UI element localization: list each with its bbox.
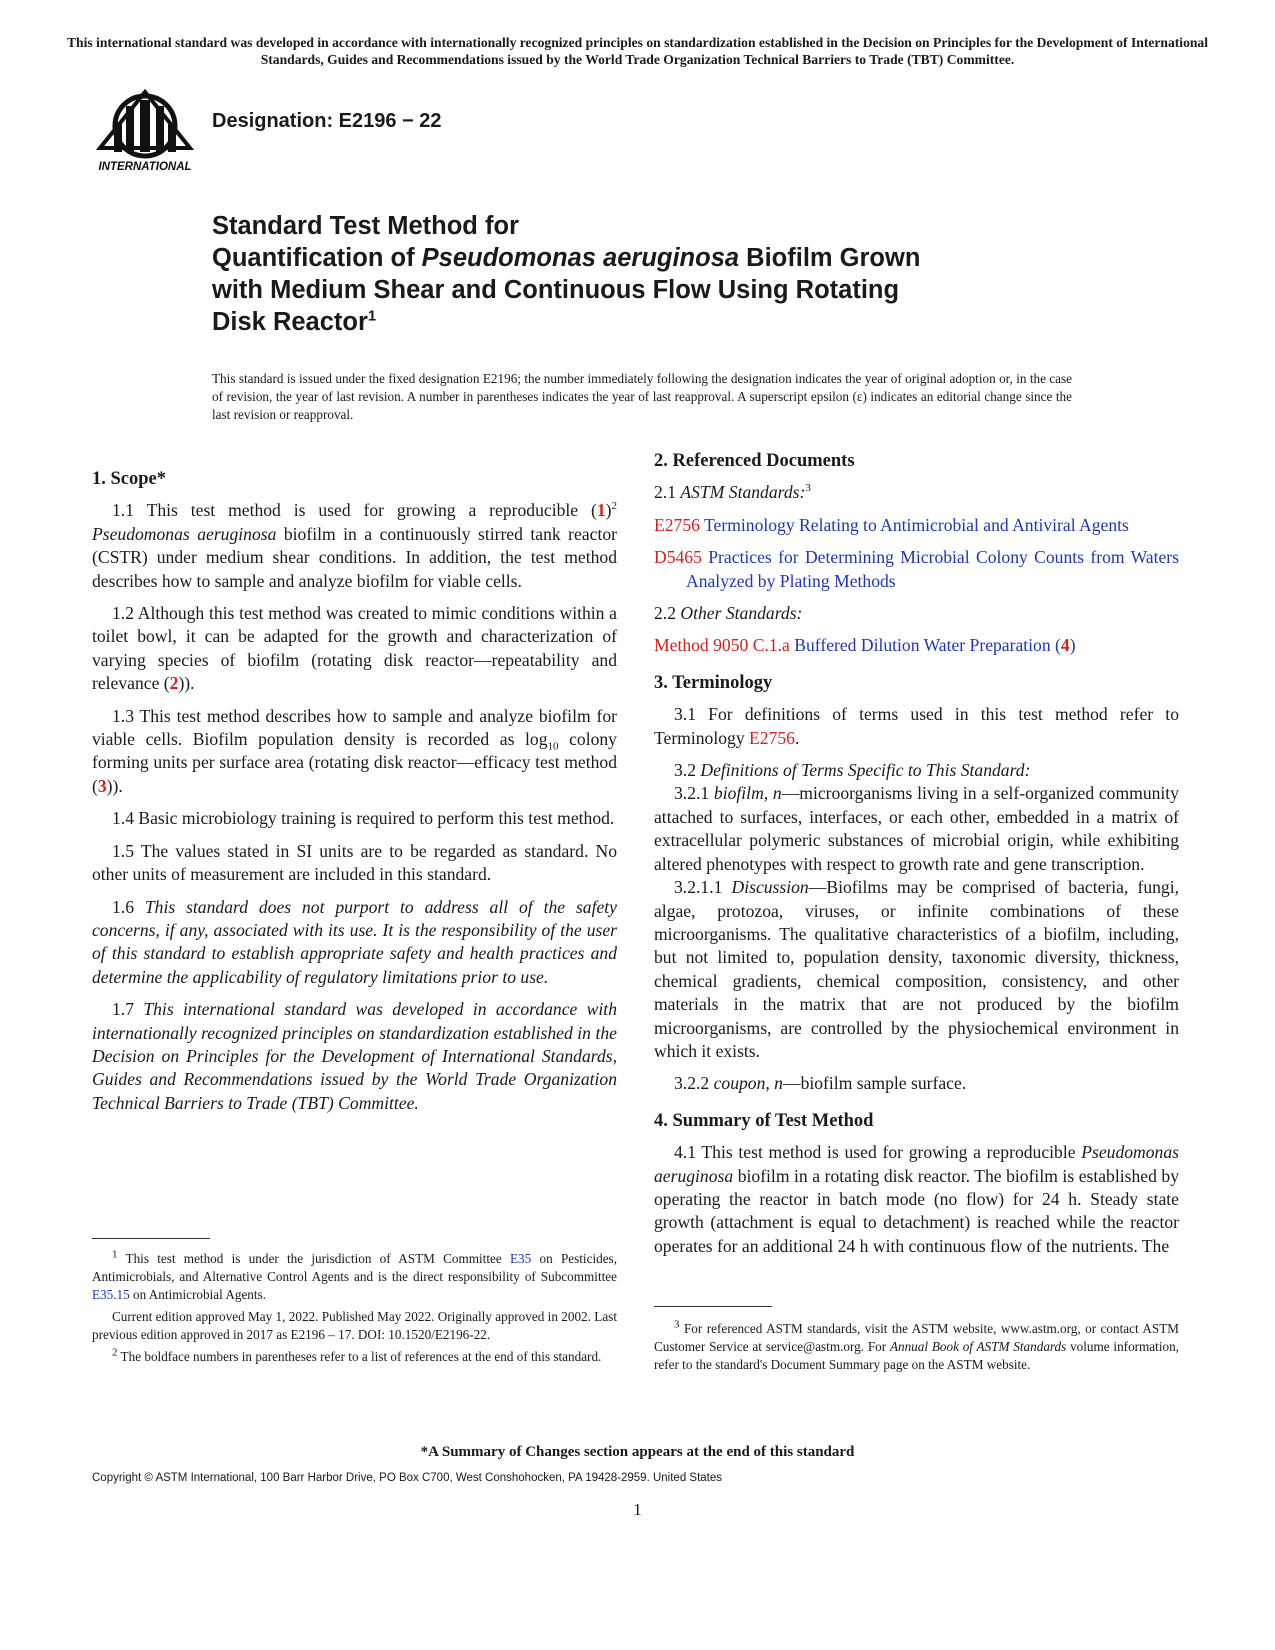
footnote-1: $^1$ This test method is under the jurisdiction of ASTM Committee E35 on Pesticides, Antimicrobials, and Alternative Control Agents and is the direct responsibility of Subcommittee E35.15 on Antimicrobial Agents. <box>92 1248 617 1302</box>
logo-text: INTERNATIONAL <box>98 161 192 173</box>
para-3-2-1-1: 3.2.1.1 Discussion—Biofilms may be comprised of bacteria, fungi, algae, protozoa, viruses, or infinite combinations of these microorganisms. The qualitative characteristics of a biofilm, including, but not limited to, population density, taxonomic diversity, thickness, chemical gradients, chemical composition, consistency, and other materials in the matrix that are not produced by the biofilm microorganisms, are controlled by the physiochemical environment in which it exists. <box>654 877 1180 1061</box>
ref-link-2[interactable]: 2 <box>169 673 179 694</box>
footnote-rule-left <box>92 1238 210 1239</box>
footnotes-left <box>92 1250 617 1370</box>
para-1-3: 1.3 This test method describes how to sample and analyze biofilm for viable cells. Biofilm population density is recorded as $\log_{10}$ colony forming units per surface area (rotating disk reactor—efficacy test method (3)). <box>92 705 617 796</box>
title-line-4: Disk Reactor$^1$ <box>212 307 377 336</box>
title-line-1: Standard Test Method for <box>212 212 519 240</box>
footnote-rule-right <box>654 1306 772 1307</box>
footnote-1-edition: Current edition approved May 1, 2022. Published May 2022. Originally approved in 2002. Last previous edition approved in 2017 as E2196 – 17. DOI: 10.1520/E2196-22. <box>92 1309 617 1342</box>
copyright: Copyright © ASTM International, 100 Barr Harbor Drive, PO Box C700, West Conshohocken, PA 19428-2959. United States <box>92 1472 723 1484</box>
para-4-1: 4.1 This test method is used for growing a reproducible Pseudomonas aeruginosa biofilm in a rotating disk reactor. The biofilm is established by operating the reactor in batch mode (no flow) for 24 h. Steady state growth (attachment is equal to detachment) is reached while the reactor operates for an additional 24 h with continuous flow of the nutrients. The <box>654 1142 1179 1256</box>
referenced-documents-heading: 2. Referenced Documents <box>654 451 855 471</box>
footnote-3: $^3$ For referenced ASTM standards, visit the ASTM website, www.astm.org, or contact ASTM Customer Service at service@astm.org. For Annual Book of ASTM Standards volume information, refer to the standard's Document Summary page on the ASTM website. <box>654 1318 1179 1372</box>
para-1-6: 1.6 This standard does not purport to address all of the safety concerns, if any, associated with its use. It is the responsibility of the user of this standard to establish appropriate safety and health practices and determine the applicability of regulatory limitations prior to use. <box>92 896 617 987</box>
ref-e2756[interactable]: E2756 Terminology Relating to Antimicrobial and Antiviral Agents <box>654 514 1129 535</box>
footnote-2: $^2$ The boldface numbers in parentheses refer to a list of references at the end of this standard. <box>112 1346 602 1364</box>
ref-method-9050[interactable]: Method 9050 C.1.a Buffered Dilution Water Preparation (4) <box>654 635 1076 656</box>
para-1-1: 1.1 This test method is used for growing a reproducible $(1)^2$ Pseudomonas aeruginosa biofilm in a continuously stirred tank reactor (CSTR) under medium shear conditions. In addition, the test method describes how to sample and analyze biofilm for viable cells. <box>92 500 617 591</box>
para-1-2: 1.2 Although this test method was created to mimic conditions within a toilet bowl, it can be adapted for the growth and characterization of varying species of biofilm (rotating disk reactor—repeatability and relevance (2)). <box>92 603 617 694</box>
page-number: 1 <box>633 1500 642 1519</box>
ref-link-3[interactable]: 3 <box>97 775 107 796</box>
designation: Designation: E2196 − 22 <box>212 110 442 132</box>
other-standards-label: 2.2 Other Standards: <box>654 603 803 624</box>
title-line-2: Quantification of Pseudomonas aeruginosa Biofilm Grown <box>212 244 921 272</box>
e2756-link[interactable]: E2756 <box>749 727 795 748</box>
wto-notice: This international standard was developed in accordance with internationally recognized principles on standardization established in the Decision on Principles for the Development of International Standards, Guides and Recommendations issued by the World Trade Organization Technical Barriers to Trade (TBT) Committee. <box>66 35 1209 67</box>
para-3-2: 3.2 Definitions of Terms Specific to This Standard: <box>674 760 1031 781</box>
para-1-4: 1.4 Basic microbiology training is required to perform this test method. <box>112 808 615 829</box>
right-column <box>654 450 1179 1267</box>
left-column <box>92 468 617 1124</box>
committee-link[interactable]: E35 <box>509 1251 532 1266</box>
para-3-2-2: 3.2.2 coupon, n—biofilm sample surface. <box>674 1073 967 1094</box>
scope-heading: 1. Scope* <box>92 469 166 489</box>
astm-logo <box>92 88 198 176</box>
ref-link-1[interactable]: 1 <box>596 500 606 521</box>
issued-note: This standard is issued under the fixed designation E2196; the number immediately following the designation indicates the year of original adoption or, in the case of revision, the year of last revision. A number in parentheses indicates the year of last reapproval. A superscript epsilon (ε) indicates an editorial change since the last revision or reapproval. <box>212 371 1072 422</box>
terminology-heading: 3. Terminology <box>654 672 773 693</box>
para-1-5: 1.5 The values stated in SI units are to be regarded as standard. No other units of measurement are included in this standard. <box>92 840 617 885</box>
para-3-1: 3.1 For definitions of terms used in this test method refer to Terminology E2756. <box>654 704 1179 748</box>
astm-standards-label: 2.1 ASTM Standards:$^3$ <box>654 482 811 503</box>
summary-heading: 4. Summary of Test Method <box>654 1110 874 1131</box>
summary-of-changes-note: *A Summary of Changes section appears at the end of this standard <box>420 1444 855 1460</box>
subcommittee-link[interactable]: E35.15 <box>92 1287 130 1302</box>
footnotes-right <box>654 1320 1179 1378</box>
title-line-3: with Medium Shear and Continuous Flow Using Rotating <box>212 276 900 304</box>
document-title <box>212 210 1072 338</box>
para-1-7: 1.7 This international standard was developed in accordance with internationally recognized principles on standardization established in the Decision on Principles for the Development of International Standards, Guides and Recommendations issued by the World Trade Organization Technical Barriers to Trade (TBT) Committee. <box>92 999 617 1113</box>
ref-d5465[interactable]: D5465 Practices for Determining Microbial Colony Counts from Waters Analyzed by Plating Methods <box>654 547 1179 591</box>
para-3-2-1: 3.2.1 biofilm, n—microorganisms living in a self-organized community attached to surfaces, interfaces, or each other, embedded in a matrix of extracellular polymeric substances of microbial origin, while exhibiting altered phenotypes with respect to growth rate and gene transcription. <box>654 783 1179 874</box>
